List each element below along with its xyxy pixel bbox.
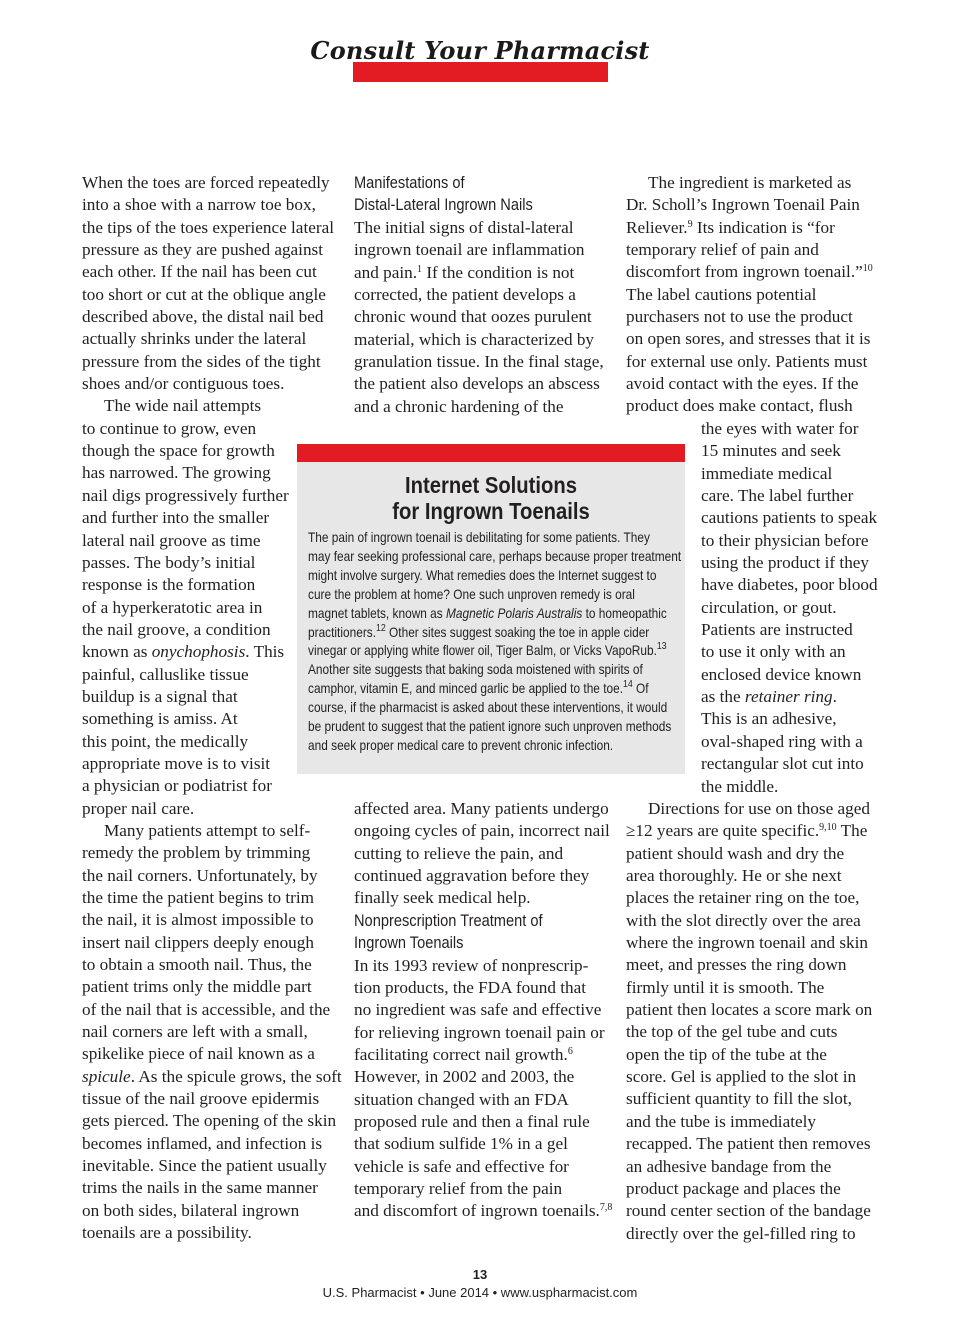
column-middle-top <box>354 172 612 418</box>
reference-superscript: 12 <box>376 622 386 634</box>
paragraph: affected area. Many patients undergo ongoing cycles of pain, incorrect nail cutting to relieve the pain, and continued aggravation before they finally seek medical help. <box>354 799 610 908</box>
column-right-narrow <box>701 418 891 798</box>
column-right-bottom <box>626 798 888 1245</box>
header-accent-bar <box>353 62 608 82</box>
paragraph: The initial signs of distal-lateral ingrown toenail are inflammation and pain.$^1$ If the condition is not corrected, the patient develops a chronic wound that oozes purulent material, which is characterized by granulation tissue. In the final stage, the patient also develops an abscess and a chronic hardening of the <box>354 217 604 416</box>
term-spicule: spicule <box>82 1066 131 1086</box>
paragraph: The ingredient is marketed as Dr. Scholl’s Ingrown Toenail Pain Reliever.$^9$ Its indication is “for temporary relief of pain and discomfort from ingrown toenail.”$^{10}$ The label cautions potential purchasers not to use the product on open sores, and stresses that it is for external use only. Patients must avoid contact with the eyes. If the product does make contact, flush <box>626 173 873 416</box>
sidebar-internet-solutions <box>297 444 685 774</box>
term-retainer-ring: retainer ring <box>744 687 833 707</box>
reference-superscript: 14 <box>623 679 633 691</box>
paragraph: The wide nail attempts to continue to grow, even though the space for growth has narrowed. The growing nail digs progressively further and further into the smaller lateral nail groove as time passes. The body’s initial response is the formation of a hyperkeratotic area in the nail groove, a condition known as onychophosis. This painful, calluslike tissue buildup is a signal that something is amiss. At this point, the medically appropriate move is to visit a physician or podiatrist for proper nail care. <box>82 396 289 818</box>
term-onychophosis: onychophosis <box>151 642 246 662</box>
reference-superscript: 1 <box>417 263 423 275</box>
reference-superscript: 6 <box>567 1045 573 1057</box>
paragraph: Many patients attempt to self- remedy the problem by trimming the nail corners. Unfortunately, by the time the patient begins to trim the nail, it is almost impossible to insert nail clippers deeply enough to obtain a smooth nail. Thus, the patient trims only the middle part of the nail that is accessible, and the nail corners are left with a small, spikelike piece of nail known as a spicule. As the spicule grows, the soft tissue of the nail groove epidermis gets pierced. The opening of the skin becomes inflamed, and infection is inevitable. Since the patient usually trims the nails in the same manner on both sides, bilateral ingrown toenails are a possibility. <box>82 820 342 1243</box>
sidebar-accent-bar <box>297 444 685 462</box>
paragraph: the eyes with water for 15 minutes and seek immediate medical care. The label further cautions patients to speak to their physician before using the product if they have diabetes, poor blood circulation, or gout. Patients are instructed to use it only with an enclosed device known as the retainer ring. This is an adhesive, oval-shaped ring with a rectangular slot cut into the middle. <box>701 419 878 796</box>
reference-superscript: 9,10 <box>819 822 837 834</box>
reference-superscript: 9 <box>687 218 693 230</box>
column-right-top <box>626 172 888 418</box>
reference-superscript: 10 <box>862 263 873 275</box>
term-magnetic-polaris: Magnetic Polaris Australis <box>446 605 583 621</box>
reference-superscript: 13 <box>656 641 667 653</box>
reference-superscript: 7,8 <box>599 1202 613 1214</box>
sidebar-title: Internet Solutions for Ingrown Toenails <box>392 472 590 524</box>
paragraph: In its 1993 review of nonprescrip- tion products, the FDA found that no ingredient was safe and effective for relieving ingrown toenail pain or facilitating correct nail growth.$^6$ However, in 2002 and 2003, the situation changed with an FDA proposed rule and then a final rule that sodium sulfide 1% in a gel vehicle is safe and effective for temporary relief from the pain and discomfort of ingrown toenails.$^{7,8}$ <box>354 955 613 1221</box>
heading-nonprescription: Nonprescription Treatment of Ingrown Toenails <box>354 910 543 953</box>
sidebar-body: The pain of ingrown toenail is debilitating for some patients. They may fear seeking professional care, perhaps because proper treatment might involve surgery. What remedies does the Internet suggest to cure the problem at home? One such unproven remedy is oral magnet tablets, known as Magnetic Polaris Australis to homeopathic practitioners.$^{12}$ Other sites suggest soaking the toe in apple cider vinegar or applying white flower oil, Tiger Balm, or Vicks VapoRub.$^{13}$ Another site suggests that baking soda moistened with spirits of camphor, vitamin E, and minced garlic be applied to the toe.$^{14}$ Of course, if the pharmacist is asked about these interventions, it would be prudent to suggest that the patient ignore such unproven methods and seek proper medical care to prevent chronic infection. <box>308 530 682 753</box>
paragraph: When the toes are forced repeatedly into a shoe with a narrow toe box, the tips of the toes experience lateral pressure as they are pushed against each other. If the nail has been cut too short or cut at the oblique angle described above, the distal nail bed actually shrinks under the lateral pressure from the sides of the tight shoes and/or contiguous toes. <box>82 173 334 394</box>
section-title: Consult Your Pharmacist <box>310 36 650 65</box>
heading-manifestations: Manifestations of Distal-Lateral Ingrown Nails <box>354 173 533 215</box>
column-middle-bottom <box>354 798 612 1223</box>
footer-publication-line: U.S. Pharmacist • June 2014 • www.uspharmacist.com <box>322 1285 638 1300</box>
paragraph: Directions for use on those aged ≥12 years are quite specific.$^{9,10}$ The patient should wash and dry the area thoroughly. He or she next places the retainer ring on the toe, with the slot directly over the area where the ingrown toenail and skin meet, and presses the ring down firmly until it is smooth. The patient then locates a score mark on the top of the gel tube and cuts open the tip of the tube at the score. Gel is applied to the slot in sufficient quantity to fill the slot, and the tube is immediately recapped. The patient then removes an adhesive bandage from the product package and places the round center section of the bandage directly over the gel-filled ring to <box>626 799 873 1243</box>
page-number: 13 <box>472 1267 488 1282</box>
